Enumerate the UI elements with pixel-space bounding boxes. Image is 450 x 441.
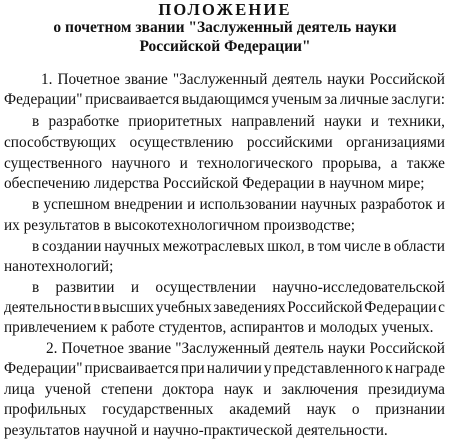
word: числе: [343, 238, 381, 255]
word: техники,: [388, 113, 445, 130]
word: деятель: [274, 340, 324, 357]
word: создании: [42, 238, 102, 255]
paragraph-line: нанотехнологий;: [4, 258, 114, 275]
paragraph-line: [32, 237, 445, 257]
word: осуществлении: [155, 279, 257, 296]
word: наук: [306, 401, 336, 418]
paragraph-line: [46, 339, 445, 359]
word: научных: [104, 238, 160, 255]
word: государственных: [102, 401, 214, 418]
paragraph-line: их результатов в высокотехнологичном производстве;: [4, 217, 356, 234]
word: за: [324, 91, 338, 108]
word: и: [179, 155, 188, 172]
paragraph-line: [4, 90, 445, 110]
word: в: [383, 238, 391, 255]
word: деятель: [272, 71, 323, 88]
word: ученым: [271, 91, 322, 108]
paragraph-line: [4, 400, 445, 420]
word: научных: [300, 196, 357, 213]
paragraph-line: привлечением к работе студентов, аспирантов и молодых ученых.: [4, 319, 434, 336]
word: развитии: [55, 279, 115, 296]
word: прорыва,: [322, 155, 382, 172]
word: в: [32, 196, 40, 213]
word: с: [438, 299, 445, 316]
paragraph-line: [4, 380, 445, 400]
word: присваивается: [84, 360, 179, 377]
word: у: [263, 360, 272, 377]
paragraph-line: [32, 112, 445, 132]
word: науки: [324, 113, 362, 130]
word: 1.: [41, 71, 53, 88]
word: Российской: [369, 71, 445, 88]
word: межотраслевых: [162, 238, 265, 255]
word: награде: [394, 360, 445, 377]
word: "Заслуженный: [175, 340, 270, 357]
word: в: [93, 299, 101, 316]
paragraph-line: обеспечению лидерства Российской Федерации в научном мире;: [4, 175, 425, 192]
word: школ,: [267, 238, 305, 255]
word: существенного: [4, 155, 103, 172]
word: "Заслуженный: [172, 71, 268, 88]
word: президиума: [368, 381, 445, 398]
word: Российской: [287, 299, 363, 316]
word: том: [317, 238, 341, 255]
word: личные: [339, 91, 389, 108]
word: в: [32, 113, 40, 130]
word: осуществлению: [129, 134, 234, 151]
word: наличии: [206, 360, 262, 377]
word: деятельности: [4, 299, 92, 316]
word: доктора: [162, 381, 214, 398]
word: области: [393, 238, 445, 255]
word: признании: [375, 401, 445, 418]
word: Федерации": [4, 360, 83, 377]
word: о: [351, 401, 360, 418]
word: технологического: [197, 155, 313, 172]
word: а: [390, 155, 398, 172]
word: научно-исследовательской: [272, 279, 445, 296]
word: научного: [111, 155, 171, 172]
word: науки: [327, 71, 365, 88]
word: российскими: [246, 134, 333, 151]
word: наук: [223, 381, 254, 398]
word: высших: [102, 299, 155, 316]
paragraph-line: [41, 70, 445, 90]
word: внедрении: [114, 196, 183, 213]
word: Почетное: [61, 340, 124, 357]
word: способствующих: [4, 134, 117, 151]
word: представленного: [273, 360, 384, 377]
word: звание: [128, 340, 172, 357]
word: заслуги:: [391, 91, 445, 108]
paragraph-line: [4, 298, 445, 318]
document-title: ПОЛОЖЕНИЕ: [158, 0, 292, 19]
paragraph-line: [4, 154, 445, 174]
paragraph-line: [32, 195, 445, 215]
paragraph-line: [4, 133, 445, 153]
word: ученой: [44, 381, 91, 398]
word: использовании: [199, 196, 297, 213]
word: и: [436, 196, 445, 213]
word: степени: [101, 381, 153, 398]
word: науки: [327, 340, 366, 357]
word: в: [32, 238, 40, 255]
word: успешном: [43, 196, 110, 213]
word: выдающимся: [181, 91, 269, 108]
word: в: [32, 279, 40, 296]
word: заключения: [281, 381, 359, 398]
word: при: [180, 360, 205, 377]
word: и: [130, 279, 139, 296]
word: лица: [4, 381, 35, 398]
word: разработок: [360, 196, 433, 213]
word: Федерации": [4, 91, 83, 108]
word: звание: [124, 71, 168, 88]
word: профильных: [4, 401, 87, 418]
word: и: [263, 381, 272, 398]
word: заведениях: [213, 299, 286, 316]
word: и: [187, 196, 196, 213]
document-subtitle-line-1: о почетном звании "Заслуженный деятель науки: [53, 19, 397, 36]
paragraph-line: [32, 278, 445, 298]
paragraph-line: результатов научной и научно-практической деятельности.: [4, 422, 388, 439]
word: 2.: [46, 340, 58, 357]
word: учебных: [155, 299, 212, 316]
word: академий: [229, 401, 291, 418]
word: присваивается: [85, 91, 180, 108]
word: Российской: [369, 340, 445, 357]
word: Федерации: [364, 299, 437, 316]
word: также: [406, 155, 445, 172]
word: направлений: [231, 113, 315, 130]
word: приоритетных: [128, 113, 223, 130]
word: и: [370, 113, 379, 130]
word: в: [307, 238, 315, 255]
word: организациями: [346, 134, 445, 151]
paragraph-line: [4, 359, 445, 379]
word: Почетное: [57, 71, 120, 88]
word: разработке: [48, 113, 120, 130]
document-subtitle-line-2: Российской Федерации": [139, 38, 311, 55]
word: к: [385, 360, 393, 377]
